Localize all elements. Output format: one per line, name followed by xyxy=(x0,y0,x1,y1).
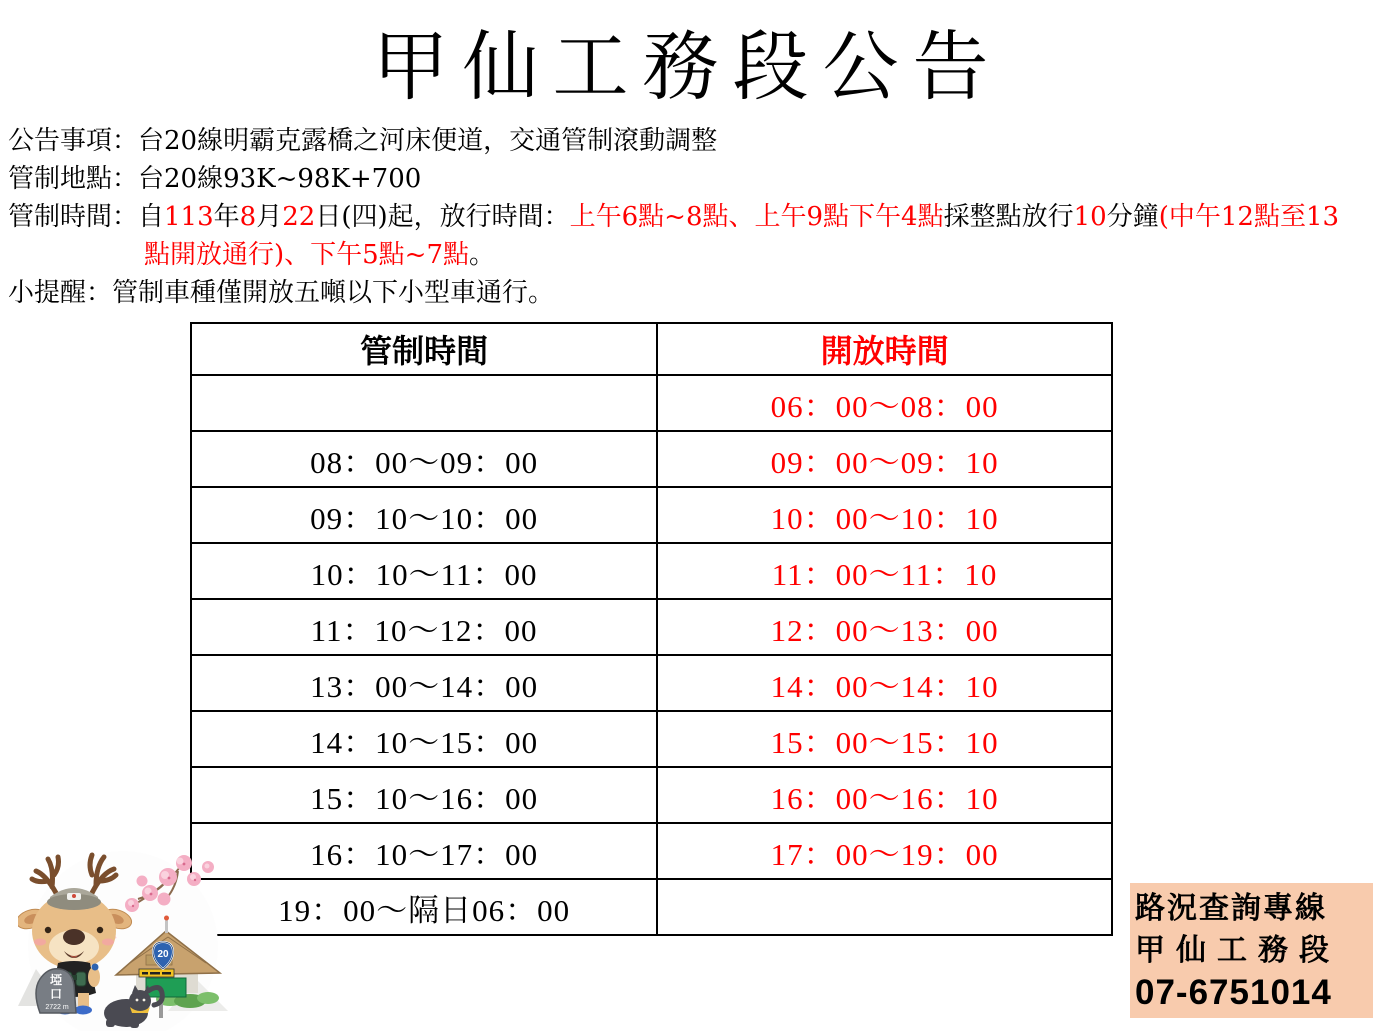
announcement-text-segment: 月 xyxy=(256,202,283,232)
announcement-text-segment: 公告事項：台20線明霸克露橋之河床便道，交通管制滾動調整 xyxy=(8,126,718,156)
route-number-label: 20 xyxy=(157,949,169,960)
table-row xyxy=(191,823,1112,879)
announcement-text-segment: 10 xyxy=(1073,202,1107,232)
mascot-illustration xyxy=(18,841,233,1031)
bush-icon xyxy=(197,992,219,1004)
open-time-cell: 10：00～10：10 xyxy=(657,487,1112,543)
control-time-cell: 09：10～10：00 xyxy=(191,487,657,543)
control-time-cell: 10：10～11：00 xyxy=(191,543,657,599)
announcement-text-segment: 113 xyxy=(164,202,214,232)
marker-elevation-label: 2722 m xyxy=(45,1004,69,1011)
traffic-control-table xyxy=(190,322,1113,936)
announcement-text-segment: 年 xyxy=(213,202,240,232)
control-time-cell: 16：10～17：00 xyxy=(191,823,657,879)
page-title: 甲仙工務段公告 xyxy=(372,22,1003,111)
open-time-cell: 11：00～11：10 xyxy=(657,543,1112,599)
table-row xyxy=(191,767,1112,823)
announcement-line xyxy=(8,236,1368,274)
announcement-text-segment: 上午6點~8點、上午9點下午4點 xyxy=(569,202,944,232)
contact-card xyxy=(1130,883,1373,1018)
announcement-text-segment: 分鐘 xyxy=(1106,202,1159,232)
control-time-cell: 13：00～14：00 xyxy=(191,655,657,711)
elevation-marker-icon xyxy=(36,969,76,1013)
control-time-cell: 15：10～16：00 xyxy=(191,767,657,823)
table-row xyxy=(191,543,1112,599)
table-row xyxy=(191,487,1112,543)
announcement-line xyxy=(8,160,1368,198)
announcement-line xyxy=(8,198,1368,236)
table-header-row xyxy=(191,323,1112,375)
open-time-cell: 15：00～15：10 xyxy=(657,711,1112,767)
announcement-text-segment: 。 xyxy=(469,240,496,270)
control-time-cell: 08：00～09：00 xyxy=(191,431,657,487)
open-time-cell: 06：00～08：00 xyxy=(657,375,1112,431)
announcement-text-segment: 日(四)起，放行時間： xyxy=(315,202,570,232)
table-row xyxy=(191,431,1112,487)
control-time-cell: 14：10～15：00 xyxy=(191,711,657,767)
open-time-cell: 14：00～14：10 xyxy=(657,655,1112,711)
announcement-body xyxy=(8,122,1368,312)
open-time-cell: 09：00～09：10 xyxy=(657,431,1112,487)
control-time-cell: 19：00～隔日06：00 xyxy=(191,879,657,935)
warning-plate-icon xyxy=(139,969,174,977)
table-row xyxy=(191,599,1112,655)
control-time-cell: 11：10～12：00 xyxy=(191,599,657,655)
announcement-text-segment: 管制地點：台20線93K~98K+700 xyxy=(8,164,422,194)
marker-name-label: 埡口 xyxy=(49,973,63,1001)
announcement-text-segment: 採整點放行 xyxy=(943,202,1074,232)
contact-unit: 甲仙工務段 xyxy=(1135,933,1340,967)
announcement-text-segment: 8 xyxy=(239,202,257,232)
table-row xyxy=(191,655,1112,711)
announcement-text-segment: 22 xyxy=(282,202,316,232)
open-time-cell xyxy=(657,879,1112,935)
announcement-line xyxy=(8,274,1368,312)
table-row xyxy=(191,879,1112,935)
table-header-open: 開放時間 xyxy=(657,323,1112,375)
announcement-text-segment: (中午12點至13 xyxy=(1158,202,1340,232)
table-row xyxy=(191,375,1112,431)
announcement-text-segment: 小提醒：管制車種僅開放五噸以下小型車通行。 xyxy=(8,278,555,308)
open-time-cell: 17：00～19：00 xyxy=(657,823,1112,879)
contact-title: 路況查詢專線 xyxy=(1135,891,1327,925)
open-time-cell: 16：00～16：10 xyxy=(657,767,1112,823)
table-header-control: 管制時間 xyxy=(191,323,657,375)
announcement-text-segment: 管制時間：自 xyxy=(8,202,165,232)
contact-phone-number: 07-6751014 xyxy=(1135,972,1332,1012)
table-row xyxy=(191,711,1112,767)
announcement-text-segment: 點開放通行)、下午5點~7點 xyxy=(144,240,470,270)
open-time-cell: 12：00～13：00 xyxy=(657,599,1112,655)
announcement-line xyxy=(8,122,1368,160)
control-time-cell xyxy=(191,375,657,431)
